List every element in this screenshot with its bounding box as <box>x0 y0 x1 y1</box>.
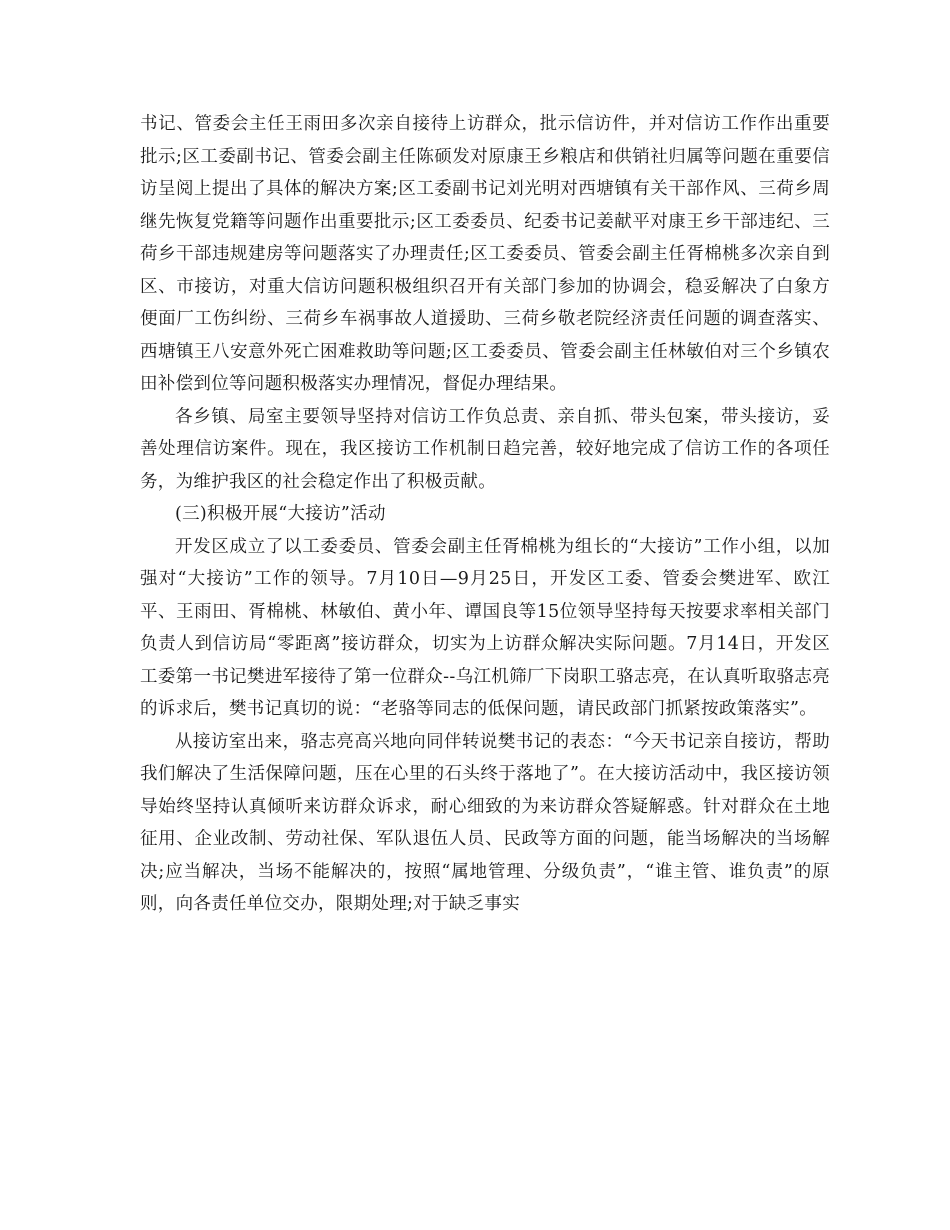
paragraph-working-group: 开发区成立了以工委委员、管委会副主任胥棉桃为组长的“大接访”工作小组，以加强对“大接访”工作的领导。7月10日—9月25日，开发区工委、管委会樊进军、欧江平、王雨田、胥棉桃、林敏伯、黄小年、谭国良等15位领导坚持每天按要求率相关部门负责人到信访局“零距离”接访群众，切实为上访群众解决实际问题。7月14日，开发区工委第一书记樊进军接待了第一位群众--乌江机筛厂下岗职工骆志亮，在认真听取骆志亮的诉求后，樊书记真切的说：“老骆等同志的低保问题，请民政部门抓紧按政策落实”。 <box>140 536 830 719</box>
paragraph-reception-outcome: 从接访室出来，骆志亮高兴地向同伴转说樊书记的表态：“今天书记亲自接访，帮助我们解决了生活保障问题，压在心里的石头终于落地了”。在大接访活动中，我区接访领导始终坚持认真倾听来访群众诉求，耐心细致的为来访群众答疑解惑。针对群众在土地征用、企业改制、劳动社保、军队退伍人员、民政等方面的问题，能当场解决的当场解决;应当解决，当场不能解决的，按照“属地管理、分级负责”，“谁主管、谁负责”的原则，向各责任单位交办，限期处理;对于缺乏事实 <box>140 731 830 914</box>
paragraph-leaders-instructions: 书记、管委会主任王雨田多次亲自接待上访群众，批示信访件，并对信访工作作出重要批示;区工委副书记、管委会副主任陈硕发对原康王乡粮店和供销社归属等问题在重要信访呈阅上提出了具体的解决方案;区工委副书记刘光明对西塘镇有关干部作风、三荷乡周继先恢复党籍等问题作出重要批示;区工委委员、纪委书记姜献平对康王乡干部违纪、三荷乡干部违规建房等问题落实了办理责任;区工委委员、管委会副主任胥棉桃多次亲自到区、市接访，对重大信访问题积极组织召开有关部门参加的协调会，稳妥解决了白象方便面厂工伤纠纷、三荷乡车祸事故人道援助、三荷乡敬老院经济责任问题的调查落实、西塘镇王八安意外死亡困难救助等问题;区工委委员、管委会副主任林敏伯对三个乡镇农田补偿到位等问题积极落实办理情况，督促办理结果。 <box>140 114 830 394</box>
paragraph-township-leaders: 各乡镇、局室主要领导坚持对信访工作负总责、亲自抓、带头包案，带头接访，妥善处理信访案件。现在，我区接访工作机制日趋完善，较好地完成了信访工作的各项任务，为维护我区的社会稳定作出了积极贡献。 <box>140 406 830 492</box>
section-heading-big-petition: (三)积极开展“大接访”活动 <box>175 504 386 524</box>
document-body <box>140 108 830 921</box>
